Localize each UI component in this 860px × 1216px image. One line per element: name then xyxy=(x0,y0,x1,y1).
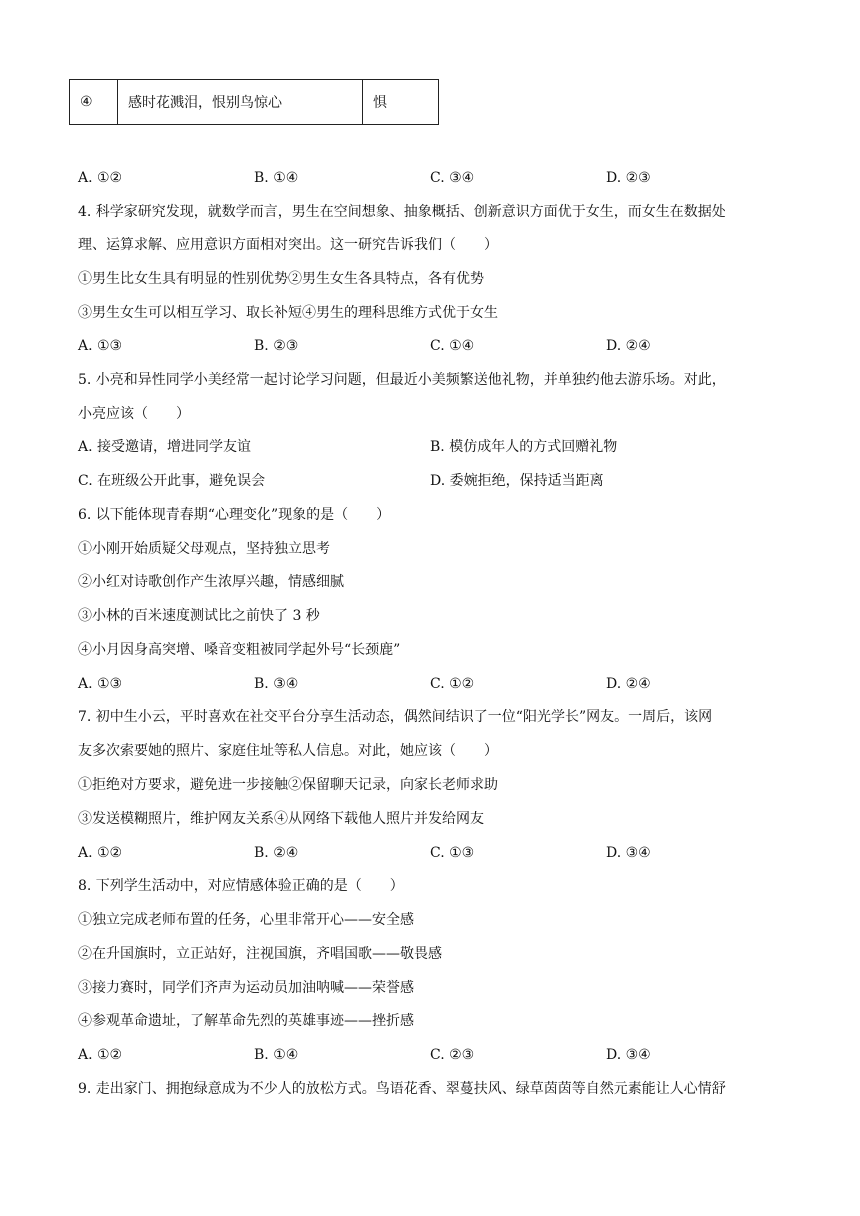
q3-option-c[interactable]: C. ③④ xyxy=(430,170,475,186)
table-row xyxy=(70,80,439,125)
row-number-cell: ④ xyxy=(70,80,118,125)
q6-stem: 6. 以下能体现青春期“心理变化”现象的是（ ） xyxy=(78,507,391,523)
q3-option-a[interactable]: A. ①② xyxy=(78,170,123,186)
q7-option-c[interactable]: C. ①③ xyxy=(430,845,475,861)
q5-option-d[interactable]: D. 委婉拒绝，保持适当距离 xyxy=(430,473,604,489)
q3-option-b[interactable]: B. ①④ xyxy=(254,170,299,186)
q8-options xyxy=(78,1045,798,1065)
emotion-cell: 惧 xyxy=(363,80,439,125)
q8-option-a[interactable]: A. ①② xyxy=(78,1047,123,1063)
q4-option-d[interactable]: D. ②④ xyxy=(606,338,651,354)
q7-stem-line-1: 7. 初中生小云，平时喜欢在社交平台分享生活动态，偶然间结识了一位“阳光学长”网友。一周后，该网 xyxy=(78,709,713,725)
q6-options xyxy=(78,674,798,694)
q4-option-a[interactable]: A. ①③ xyxy=(78,338,123,354)
q7-option-b[interactable]: B. ②④ xyxy=(254,845,299,861)
q8-statement-3: ③接力赛时，同学们齐声为运动员加油呐喊——荣誉感 xyxy=(78,980,414,996)
q6-statement-2: ②小红对诗歌创作产生浓厚兴趣，情感细腻 xyxy=(78,574,344,590)
q4-statements-2: ③男生女生可以相互学习、取长补短④男生的理科思维方式优于女生 xyxy=(78,305,498,321)
q5-options-row-1 xyxy=(78,437,798,457)
q5-options-row-2 xyxy=(78,471,798,491)
q5-option-c[interactable]: C. 在班级公开此事，避免误会 xyxy=(78,473,266,489)
q6-statement-3: ③小林的百米速度测试比之前快了 3 秒 xyxy=(78,608,320,624)
q7-stem-line-2: 友多次索要她的照片、家庭住址等私人信息。对此，她应该（ ） xyxy=(78,743,498,759)
q5-option-a[interactable]: A. 接受邀请，增进同学友谊 xyxy=(78,439,252,455)
q4-statements-1: ①男生比女生具有明显的性别优势②男生女生各具特点，各有优势 xyxy=(78,271,484,287)
q7-options xyxy=(78,843,798,863)
q6-statement-4: ④小月因身高突增、嗓音变粗被同学起外号“长颈鹿” xyxy=(78,642,401,658)
q8-statement-1: ①独立完成老师布置的任务，心里非常开心——安全感 xyxy=(78,912,414,928)
q7-option-a[interactable]: A. ①② xyxy=(78,845,123,861)
q4-option-b[interactable]: B. ②③ xyxy=(254,338,299,354)
q6-option-a[interactable]: A. ①③ xyxy=(78,676,123,692)
q7-statements-2: ③发送模糊照片，维护网友关系④从网络下载他人照片并发给网友 xyxy=(78,811,484,827)
q4-options xyxy=(78,336,798,356)
q8-statement-2: ②在升国旗时，立正站好，注视国旗，齐唱国歌——敬畏感 xyxy=(78,946,442,962)
q4-stem-line-2: 理、运算求解、应用意识方面相对突出。这一研究告诉我们（ ） xyxy=(78,237,498,253)
q8-option-d[interactable]: D. ③④ xyxy=(606,1047,651,1063)
q3-options xyxy=(78,168,798,188)
q8-stem: 8. 下列学生活动中，对应情感体验正确的是（ ） xyxy=(78,878,404,894)
q6-option-b[interactable]: B. ③④ xyxy=(254,676,299,692)
q7-statements-1: ①拒绝对方要求，避免进一步接触②保留聊天记录，向家长老师求助 xyxy=(78,777,498,793)
q6-statement-1: ①小刚开始质疑父母观点，坚持独立思考 xyxy=(78,541,330,557)
q6-option-d[interactable]: D. ②④ xyxy=(606,676,651,692)
q8-option-b[interactable]: B. ①④ xyxy=(254,1047,299,1063)
q5-stem-line-2: 小亮应该（ ） xyxy=(78,406,190,422)
poem-cell: 感时花溅泪，恨别鸟惊心 xyxy=(118,80,363,125)
q4-stem-line-1: 4. 科学家研究发现，就数学而言，男生在空间想象、抽象概括、创新意识方面优于女生，而女生在数据处 xyxy=(78,204,726,220)
q8-statement-4: ④参观革命遗址，了解革命先烈的英雄事迹——挫折感 xyxy=(78,1013,414,1029)
q5-stem-line-1: 5. 小亮和异性同学小美经常一起讨论学习问题，但最近小美频繁送他礼物，并单独约他去游乐场。对此， xyxy=(78,372,726,388)
q7-option-d[interactable]: D. ③④ xyxy=(606,845,651,861)
q3-option-d[interactable]: D. ②③ xyxy=(606,170,651,186)
poem-emotion-table-fragment xyxy=(69,79,439,125)
q8-option-c[interactable]: C. ②③ xyxy=(430,1047,475,1063)
q4-option-c[interactable]: C. ①④ xyxy=(430,338,475,354)
q6-option-c[interactable]: C. ①② xyxy=(430,676,475,692)
q9-stem-line-1: 9. 走出家门、拥抱绿意成为不少人的放松方式。鸟语花香、翠蔓扶风、绿草茵茵等自然元素能让人心情舒 xyxy=(78,1081,726,1097)
q5-option-b[interactable]: B. 模仿成年人的方式回赠礼物 xyxy=(430,439,618,455)
